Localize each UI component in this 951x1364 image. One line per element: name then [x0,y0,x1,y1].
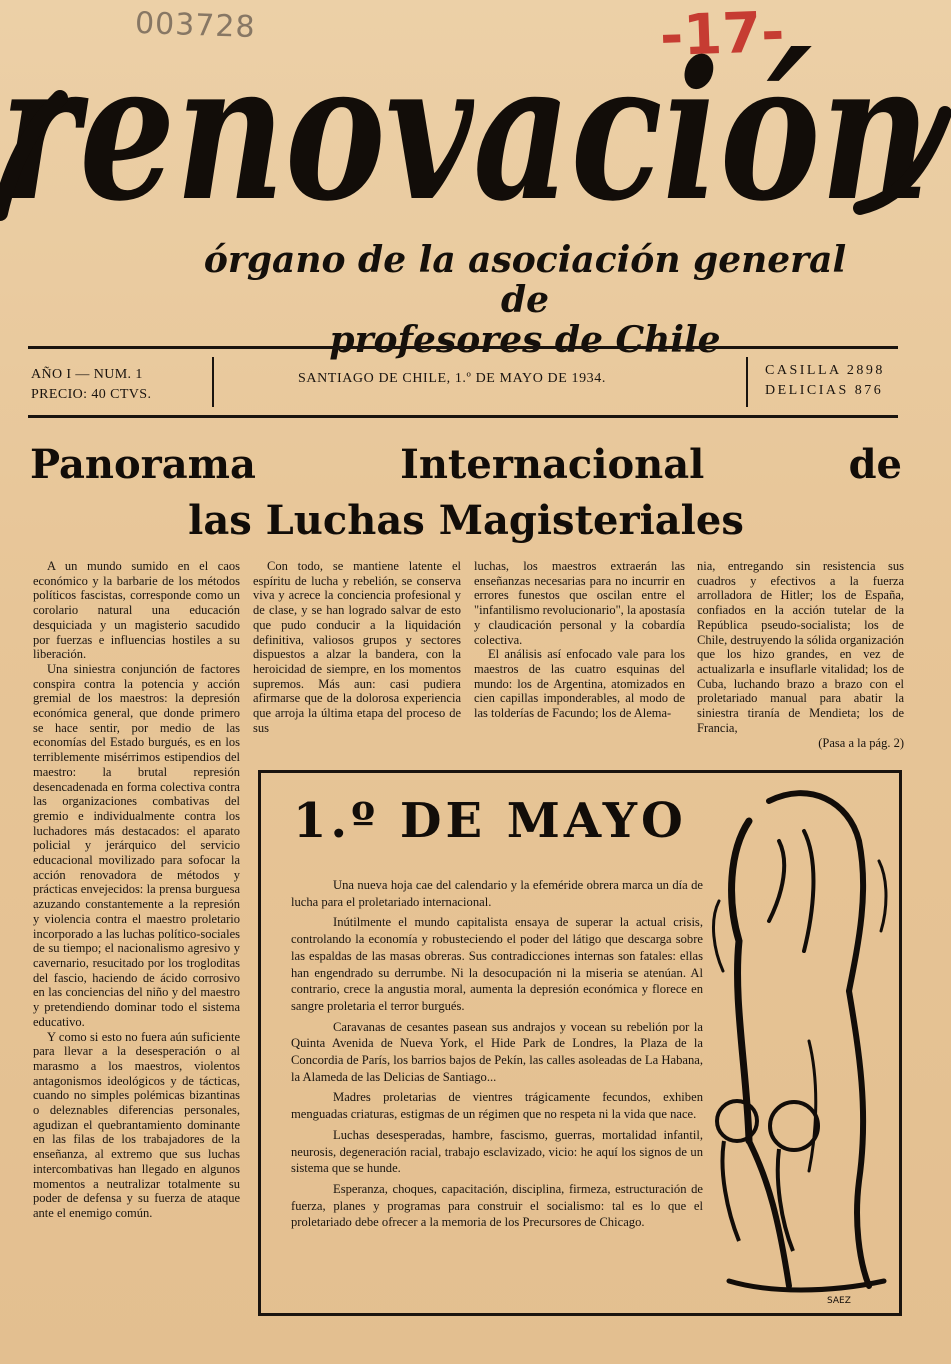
mayo-title: 1.º DE MAYO [293,793,687,849]
children-figures [717,1101,818,1251]
primero-de-mayo-box [258,770,902,1316]
continued-link[interactable]: (Pasa a la pág. 2) [818,736,904,751]
masthead-script-logo [0,18,951,238]
article-column-4 [697,559,904,751]
headline-word-2: Internacional [400,441,705,488]
main-headline [30,437,902,549]
article-column-2 [253,559,461,735]
article-paragraph: A un mundo sumido en el caos económico y la barbarie de los métodos políticos fascistas, corresponde como un corolario natural una educación desquiciada y un magisterio sacudido por fuerzas e influencias hostiles a su liberación. [33,559,240,662]
mother-and-child-illustration [709,781,895,1309]
dateline-divider-right [746,357,748,407]
issue-price: PRECIO: 40 CTVS. [31,387,152,402]
illustration-signature: SAEZ [827,1296,851,1306]
mayo-paragraph: Caravanas de cesantes pasean sus andrajos y vocean su rebelión por la Quinta Avenida de Nueva York, el Hide Park de Londres, la Plaza de la Concordia de París, los barrios bajos de Pekín, las calles asoleadas de La Habana, la Alameda de las Delicias de Santiago... [291,1019,703,1084]
mayo-paragraph: Una nueva hoja cae del calendario y la efeméride obrera marca un día de lucha para el proletariado internacional. [291,878,703,909]
article-paragraph: Una siniestra conjunción de factores conspira contra la potencia y acción gremial de los maestros: la depresión económica general, que donde primero se hace sentir, por medio de las economías del Estado burgués, es en los terriblemente misérrimos estipendios del maestro: la brutal represión desencadenada en forma colectiva contra las organizaciones combativas del gremio e individualmente contra los luchadores más destacados: el aparato policial y jerárquico del servicio educacional movilizado para sofocar la acción renovadora de métodos y prácticas envejecidos: la prensa burguesa azuzando constantemente a la represión y violencia contra el maestro proletario incorporado a las luchas político-sociales de su tiempo; el nacionalismo agresivo y cavernario, resucitado por los trogloditas del fascio, haciendo de ácido corrosivo en las conciencias del niño y del maestro y pretendiendo dominar todo el sistema educativo. [33,661,240,1029]
article-column-1 [33,559,240,1221]
page-number-mark: -17- [658,0,786,70]
mayo-paragraph: Luchas desesperadas, hambre, fascismo, guerras, mortalidad infantil, neurosis, degeneración racial, trabajo esclavizado, vicio: he aquí los signos de un sistema que se hunde. [291,1127,703,1176]
subtitle-line-1: órgano de la asociación general de [203,239,847,321]
headline-word-3: de [848,441,902,488]
place-date: SANTIAGO DE CHILE, 1.º DE MAYO DE 1934. [298,371,606,386]
address-info [765,361,885,421]
mayo-body [291,877,703,1235]
masthead-subtitle [175,240,875,360]
issue-info [31,365,151,425]
casilla: CASILLA 2898 [765,363,885,378]
issue-number: AÑO I — NUM. 1 [31,367,143,382]
dateline-divider-left [212,357,214,407]
masthead-title: renovación [0,20,930,238]
mayo-paragraph: Madres proletarias de vientres trágicamente fecundos, exhiben menguadas criaturas, estigmas de un régimen que no respeta ni la vida que nace. [291,1090,703,1122]
headline-line-1 [30,437,902,493]
archive-number: 003728 [134,5,257,46]
headline-line-2: las Luchas Magisteriales [188,497,744,544]
mayo-paragraph: Inútilmente el mundo capitalista ensaya de superar la actual crisis, controlando la economía y robusteciendo el poder del látigo que descarga sobre las espaldas de las masas obreras. Sus contradicciones internas son fatales: ellas han engendrado su derrumbe. Ni la desocupación ni la miseria se atenúan. Al contrario, crece la angustia moral, aumenta la depresión económica y florece en sangre proletaria el terror burgués. [291,915,703,1013]
article-paragraph: nia, entregando sin resistencia sus cuadros y efectivos a la fuerza arrolladora de Hitler; los de España, confiados en la acción tutelar de la República pseudo-socialista; los de Chile, destruyendo la sólida organización que los hizo grandes, en vez de actualizarla e insuflarle vitalidad; los de Cuba, luchando brazo a brazo con el proletariado manual para abatir la siniestra tiranía de Mendieta; los de Francia, [697,559,905,735]
subtitle-line-2: profesores de Chile [329,319,721,361]
article-paragraph: Con todo, se mantiene latente el espíritu de lucha y rebelión, se conserva viva y acrece la conciencia profesional y de clase, y se han logrado salvar de esto que pudo conducir a la liquidación definitiva, valiosos grupos y sectores dispuestos a alzar la bandera, con la heroicidad de siempre, en los momentos supremos. Más aun: casi pudiera afirmarse que de la dolorosa experiencia que arroja la última etapa del proceso de sus [253,559,461,735]
masthead-logo [0,18,951,238]
article-column-3 [474,559,685,721]
mayo-paragraph: Esperanza, choques, capacitación, disciplina, firmeza, estructuración de fuerza, planes y programas para construir el socialismo: tal es lo que el proletariado debe ofrecer a la memoria de los Precursores de Chicago. [291,1181,703,1230]
article-paragraph: luchas, los maestros extraerán las enseñanzas necesarias para no incurrir en errores funestos que oscilan entre el "infantilismo revolucionario", la apostasía y claudicación personal y la cobardía colectiva. [474,559,685,647]
article-paragraph: El análisis así enfocado vale para los maestros de las cuatro esquinas del mundo: los de Argentina, atomizados en cien capillas imponderables, al modo de las tolderías de Facundo; los de Alema- [474,647,685,721]
dateline-bar [28,346,898,418]
article-paragraph: Y como si esto no fuera aún suficiente para llevar a la desesperación o al marasmo a los maestros, violentos antagonismos ideológicos y de tácticas, cuando no simples polémicas bizantinas o deleznables diferencias personales, agudizan el quebrantamiento dominante en las filas de los trabajadores de la enseñanza, al extremo que sus luchas intercombativas han llegado en algunos momentos a neutralizar totalmente su poder de defensa y su fuerza de ataque ante el enemigo común. [33,1029,240,1220]
illustration-strokes [713,793,886,1290]
headline-word-1: Panorama [30,441,256,488]
delicias: DELICIAS 876 [765,383,884,398]
